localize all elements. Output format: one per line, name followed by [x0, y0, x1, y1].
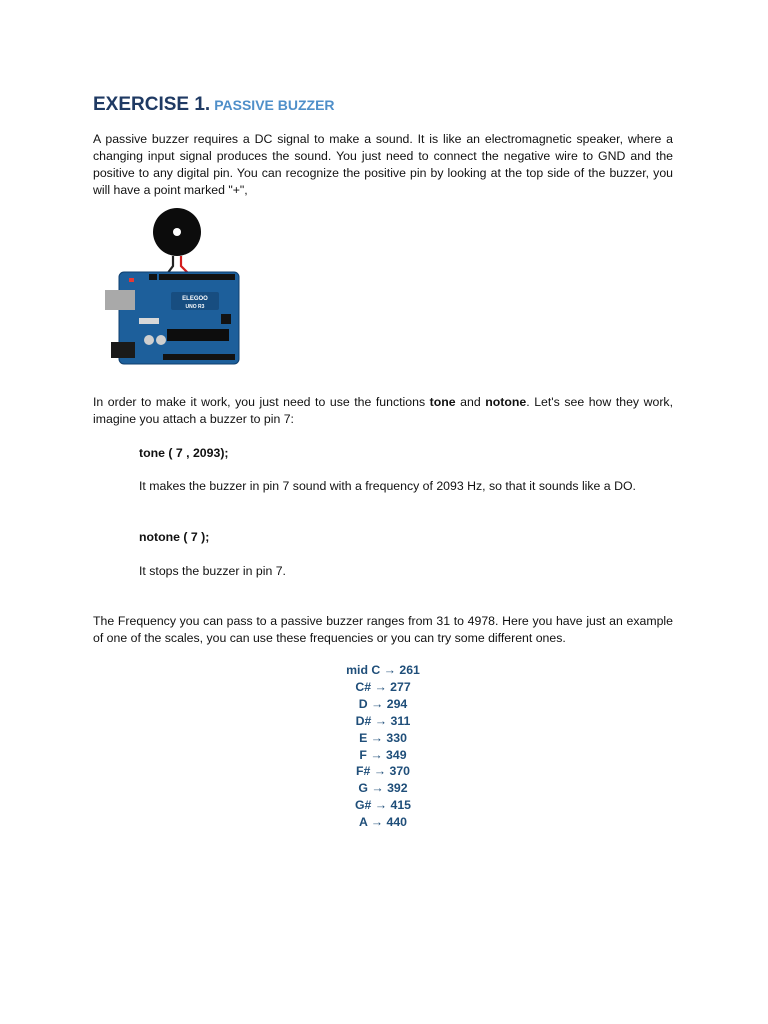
- note-item: F → 349: [359, 747, 407, 762]
- note-item: D → 294: [358, 696, 408, 711]
- note-item: G# → 415: [354, 798, 412, 813]
- buzzer-icon: [153, 208, 201, 256]
- note-item: G → 392: [358, 781, 408, 796]
- note-item: mid C → 261: [346, 663, 420, 677]
- notone-description: It stops the buzzer in pin 7.: [139, 564, 286, 578]
- functions-text-after: . Let's see how they work, imagine you attach a buzzer to pin 7:: [93, 395, 673, 426]
- arduino-buzzer-illustration: [93, 204, 253, 368]
- note-item: D# → 311: [355, 713, 411, 728]
- exercise-title: EXERCISE 1.: [93, 94, 211, 115]
- buzzer-wires: [167, 256, 189, 274]
- arduino-board: [105, 272, 239, 364]
- note-item: E → 330: [359, 730, 407, 745]
- document-page: [93, 86, 673, 830]
- exercise-heading: [93, 86, 673, 118]
- tone-description: It makes the buzzer in pin 7 sound with a frequency of 2093 Hz, so that it sounds like a DO.: [139, 479, 636, 493]
- functions-text-and: and: [455, 395, 486, 409]
- note-item: F# → 370: [356, 764, 410, 779]
- functions-paragraph: [93, 394, 673, 428]
- frequency-paragraph: The Frequency you can pass to a passive buzzer ranges from 31 to 4978. Here you have just an example of one of the scales, you can use these frequencies or you can try some different ones.: [93, 614, 673, 645]
- note-item: A → 440: [358, 815, 408, 830]
- functions-text-before: In order to make it work, you just need to use the functions: [93, 395, 430, 409]
- exercise-subtitle: PASSIVE BUZZER: [214, 97, 335, 113]
- code-tone: tone ( 7 , 2093);: [139, 446, 229, 460]
- board-logo-bottom: UNO R3: [185, 304, 205, 310]
- function-tone-keyword: tone: [429, 395, 456, 409]
- note-item: C# → 277: [355, 679, 411, 694]
- intro-paragraph: A passive buzzer requires a DC signal to make a sound. It is like an electromagnetic speaker, where a changing input signal produces the sound. You just need to connect the negative wire to GND and the positive to any digital pin. You can recognize the positive pin by looking at the top side of the buzzer, you will have a point marked "+",: [93, 132, 673, 197]
- board-logo-top: ELEGOO: [182, 296, 208, 302]
- note-frequency-list: [93, 662, 673, 831]
- function-notone-keyword: notone: [485, 395, 527, 409]
- code-notone: notone ( 7 );: [139, 530, 210, 544]
